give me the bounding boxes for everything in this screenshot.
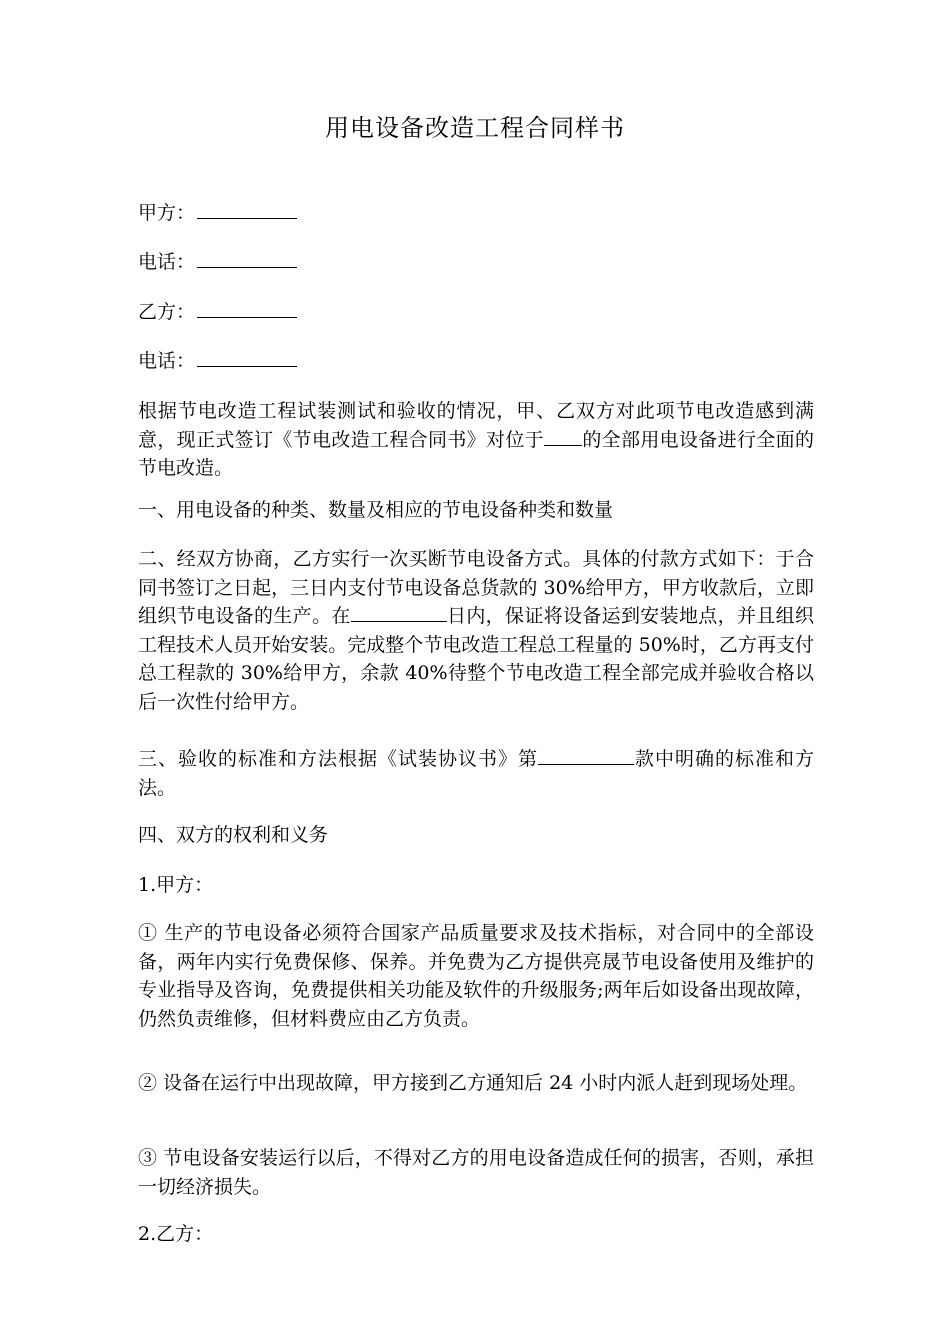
section-2-text-1: 二、经双方协商，乙方实行一次买断节电设备方式。具体的付款方式如下：于合同书签订之日起，三日内支付节电设备总货款的 30%给甲方，甲方收款后，立即组织节电设备的生产。在 xyxy=(138,548,814,627)
section-2-text-2: 日内，保证将设备运到安装地点，并且组织工程技术人员开始安装。完成整个节电改造工程总工程量的 50%时，乙方再支付总工程款的 30%给甲方，余款 40%待整个节电改造工程全部完成并验收合格以后一次性付给甲方。 xyxy=(138,605,814,713)
document-title: 用电设备改造工程合同样书 xyxy=(325,114,625,142)
phone-b-label: 电话： xyxy=(138,350,196,372)
clause-blank xyxy=(538,746,634,765)
party-b-field xyxy=(138,298,297,326)
days-blank xyxy=(351,603,447,622)
party-a-item-3: ③ 节电设备安装运行以后，不得对乙方的用电设备造成任何的损害，否则，承担一切经济损失。 xyxy=(138,1147,814,1198)
section-4-heading: 四、双方的权利和义务 xyxy=(138,824,329,846)
phone-a-field xyxy=(138,248,297,276)
intro-text-1: 根据节电改造工程试装测试和验收的情况，甲、乙双方对此项节电改造感到满意，现正式签订《节电改造工程合同书》对位于 xyxy=(138,400,814,451)
party-a-blank xyxy=(197,200,297,219)
party-b-label: 乙方： xyxy=(138,301,196,323)
party-a-heading: 1.甲方： xyxy=(138,874,214,896)
phone-a-label: 电话： xyxy=(138,251,196,273)
party-a-field xyxy=(138,199,297,227)
phone-a-blank xyxy=(197,249,297,268)
section-2-paragraph xyxy=(138,545,814,716)
section-3-paragraph xyxy=(138,745,814,802)
party-a-item-1: ① 生产的节电设备必须符合国家产品质量要求及技术指标，对合同中的全部设备，两年内实行免费保修、保养。并免费为乙方提供亮晟节电设备使用及维护的专业指导及咨询，免费提供相关功能及软件的升级服务;两年后如设备出现故障，仍然负责维修，但材料费应由乙方负责。 xyxy=(138,922,814,1030)
party-a-item-2: ② 设备在运行中出现故障，甲方接到乙方通知后 24 小时内派人赶到现场处理。 xyxy=(138,1072,808,1094)
phone-b-blank xyxy=(197,348,297,367)
party-a-label: 甲方： xyxy=(138,202,196,224)
section-1-heading: 一、用电设备的种类、数量及相应的节电设备种类和数量 xyxy=(138,499,614,521)
location-blank xyxy=(544,427,582,446)
section-3-text-2: 款中明确的标准和方法。 xyxy=(138,748,814,799)
intro-paragraph xyxy=(138,397,814,483)
party-b-blank xyxy=(197,299,297,318)
party-b-heading: 2.乙方： xyxy=(138,1223,214,1245)
intro-text-2: 的全部用电设备进行全面的节电改造。 xyxy=(138,428,814,479)
phone-b-field xyxy=(138,347,297,375)
section-3-text-1: 三、验收的标准和方法根据《试装协议书》第 xyxy=(138,748,538,770)
